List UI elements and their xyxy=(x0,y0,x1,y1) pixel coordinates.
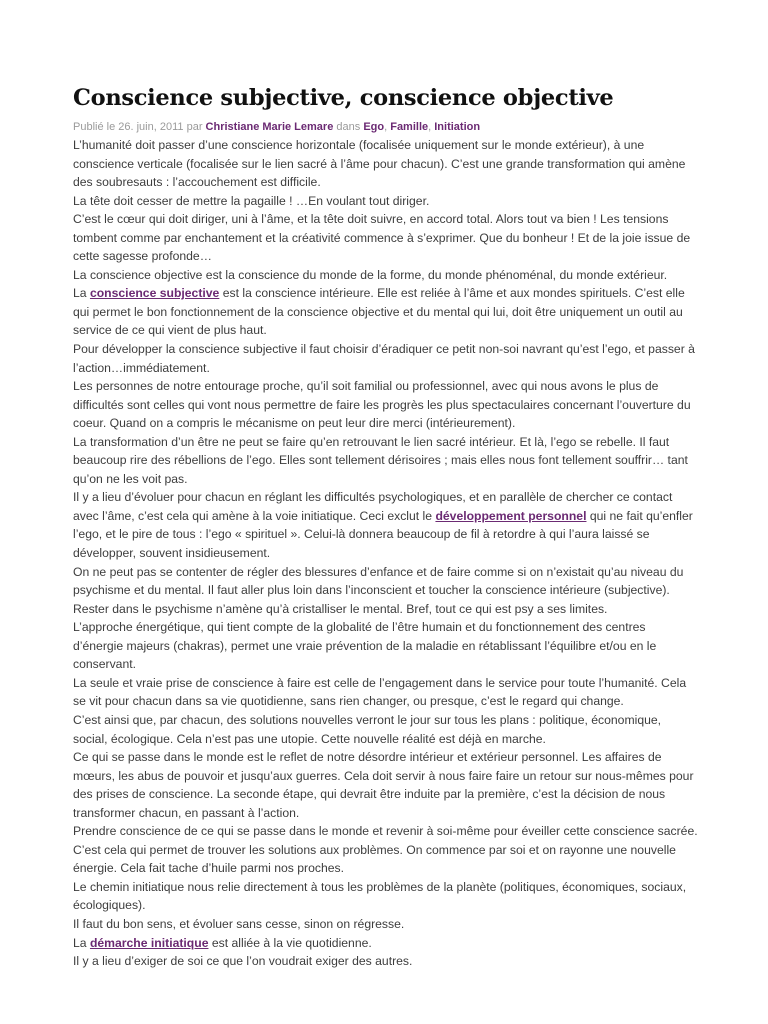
link-demarche-initiatique[interactable]: démarche initiatique xyxy=(89,935,209,950)
category-link-famille[interactable]: Famille xyxy=(390,121,429,133)
paragraph: C’est cela qui permet de trouver les solutions aux problèmes. On commence par soi et on rayonne une nouvelle énergie. Cela fait tache d’huile parmi nos proches. xyxy=(73,842,676,876)
post-meta xyxy=(73,119,698,136)
post-title: Conscience subjective, conscience objective xyxy=(73,85,614,111)
category-separator: , xyxy=(428,121,435,133)
paragraph xyxy=(73,284,698,340)
paragraph: La conscience objective est la conscience du monde de la forme, du monde phénoménal, du monde extérieur. xyxy=(73,267,668,282)
blog-post xyxy=(73,80,698,971)
paragraph xyxy=(73,934,698,953)
paragraph-text: La xyxy=(73,935,90,950)
paragraph: La tête doit cesser de mettre la pagaille ! …En voulant tout diriger. xyxy=(73,193,430,208)
paragraph: La seule et vraie prise de conscience à faire est celle de l’engagement dans le service pour toute l’humanité. Cela se vit pour chacun dans sa vie quotidienne, sans rien changer, ou presque, c’est le regard qui change. xyxy=(73,675,687,709)
paragraph: Prendre conscience de ce qui se passe dans le monde et revenir à soi-même pour éveiller cette conscience sacrée. xyxy=(73,824,698,839)
by-label: par xyxy=(186,121,203,133)
paragraph: L’humanité doit passer d’une conscience horizontale (focalisée uniquement sur le monde extérieur), à une conscience verticale (focalisée sur le lien sacré à l’âme pour chacun). C’est une grande transformation qui amène des soubresauts : l’accouchement est difficile. xyxy=(73,138,686,190)
paragraph: L’approche énergétique, qui tient compte de la globalité de l’être humain et du fonctionnement des centres d’énergie majeurs (chakras), permet une vraie prévention de la maladie en rétablissant l’équilibre et/ou en le conservant. xyxy=(73,620,657,672)
paragraph: La transformation d’un être ne peut se faire qu’en retrouvant le lien sacré intérieur. Et là, l’ego se rebelle. Il faut beaucoup rire des rébellions de l’ego. Elles sont tellement dérisoires ; mais elles nous font tellement souffrir… tant qu’on ne les voit pas. xyxy=(73,434,688,486)
published-label: Publié le xyxy=(73,121,116,133)
author-link[interactable]: Christiane Marie Lemare xyxy=(205,121,334,133)
paragraph-text: Il y a lieu d’évoluer pour chacun en réglant les difficultés psychologiques, et en parallèle de chercher ce contact avec l’âme, c’est cela qui amène à la voie initiatique. Ceci exclut le xyxy=(73,490,673,523)
paragraph xyxy=(73,488,698,562)
category-link-initiation[interactable]: Initiation xyxy=(434,121,481,133)
paragraph-text: est la conscience intérieure. Elle est reliée à l’âme et aux mondes spirituels. C’est elle qui permet le bon fonctionnement de la conscience objective et du mental qui lui, doit être uniquement un outil au service de ce qui vient de plus haut. xyxy=(73,286,685,338)
in-label: dans xyxy=(336,121,361,133)
paragraph: C’est le cœur qui doit diriger, uni à l’âme, et la tête doit suivre, en accord total. Alors tout va bien ! Les tensions tombent comme par enchantement et la créativité commence à s’exprimer. Que du bonheur ! Et de la joie issue de cette sagesse profonde… xyxy=(73,212,691,264)
link-developpement-personnel[interactable]: développement personnel xyxy=(435,508,587,523)
paragraph: Les personnes de notre entourage proche, qu’il soit familial ou professionnel, avec qui nous avons le plus de difficultés sont celles qui vont nous permettre de faire les progrès les plus spectaculaires concernant l’ouverture du coeur. Quand on a compris le mécanisme on peut leur dire merci (intérieurement). xyxy=(73,379,691,431)
paragraph-text: La xyxy=(73,286,90,301)
post-date: 26. juin, 2011 xyxy=(118,121,184,133)
paragraph: Il y a lieu d’exiger de soi ce que l’on voudrait exiger des autres. xyxy=(73,954,413,969)
paragraph-text: est alliée à la vie quotidienne. xyxy=(208,935,372,950)
post-content xyxy=(73,136,698,971)
category-link-ego[interactable]: Ego xyxy=(363,121,385,133)
paragraph: Pour développer la conscience subjective il faut choisir d’éradiquer ce petit non-soi navrant qu’est l’ego, et passer à l’action…immédiatement. xyxy=(73,342,695,375)
paragraph: Le chemin initiatique nous relie directement à tous les problèmes de la planète (politiques, économiques, sociaux, écologiques). xyxy=(73,879,687,913)
paragraph: Il faut du bon sens, et évoluer sans cesse, sinon on régresse. xyxy=(73,916,405,931)
category-separator: , xyxy=(384,121,391,133)
link-conscience-subjective[interactable]: conscience subjective xyxy=(89,286,220,301)
paragraph: Ce qui se passe dans le monde est le reflet de notre désordre intérieur et extérieur personnel. Les affaires de mœurs, les abus de pouvoir et jusqu’aux guerres. Cela doit servir à nous faire faire un retour sur nous-mêmes pour des prises de conscience. La seconde étape, qui devrait être induite par la première, c’est la décision de nous transformer chacun, en passant à l’action. xyxy=(73,750,694,820)
paragraph-text: qui ne fait qu’enfler l’ego, et le pire de tous : l’ego « spirituel ». Celui-là donnera beaucoup de fil à retordre à qui l’aura laissé se développer, souvent insidieusement. xyxy=(73,508,693,561)
paragraph: C’est ainsi que, par chacun, des solutions nouvelles verront le jour sur tous les plans : politique, économique, social, écologique. Cela n’est pas une utopie. Cette nouvelle réalité est déjà en marche. xyxy=(73,712,662,746)
paragraph: On ne peut pas se contenter de régler des blessures d’enfance et de faire comme si on n’existait qu’au niveau du psychisme et du mental. Il faut aller plus loin dans l’inconscient et toucher la conscience intérieure (subjective). Rester dans le psychisme n’amène qu’à cristalliser le mental. Bref, tout ce qui est psy a ses limites. xyxy=(73,564,684,616)
